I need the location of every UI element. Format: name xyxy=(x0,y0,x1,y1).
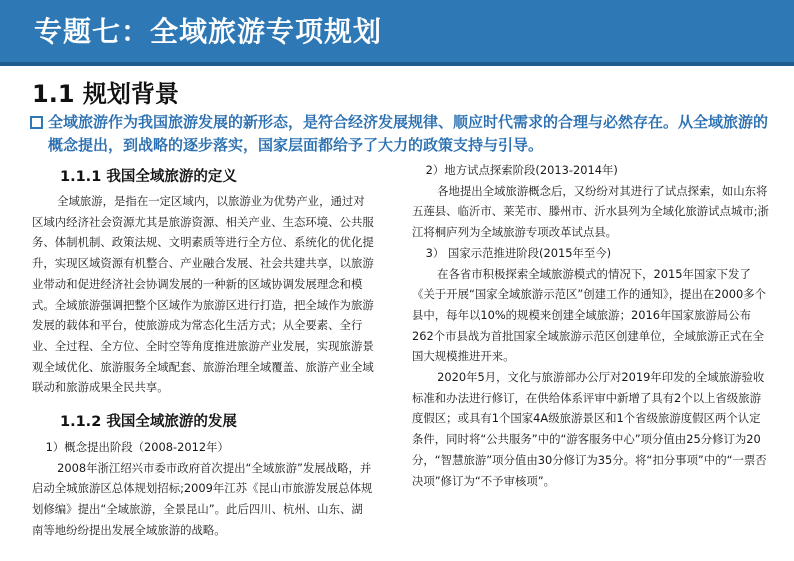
revision-paragraph: 2020年5月，文化与旅游部办公厅对2019年印发的全域旅游验收标准和办法进行修订，在供给体系评审中新增了具有2个以上省级旅游度假区；或具有1个国家4A级旅游景区和1个省级旅游度假区两个认定条件，同时将“公共服务”中的“游客服务中心”项分值由25分修订为20分，“智慧旅游”项分值由30分修订为35分。将“扣分事项”中的“一票否决项”修订为“不予审核项”。 xyxy=(412,370,767,488)
stage-2-paragraph: 各地提出全域旅游概念后，又纷纷对其进行了试点探索，如山东将五莲县、临沂市、莱芜市、滕州市、沂水县列为全域化旅游试点城市;浙江将桐庐列为全域旅游专项改革试点县。 xyxy=(412,183,769,240)
subsection-title-development: 1.1.2 我国全域旅游的发展 xyxy=(60,414,237,430)
stage-3-heading: 3） 国家示范推进阶段(2015年至今) xyxy=(425,245,612,260)
definition-column xyxy=(32,191,374,398)
lead-bullet xyxy=(30,111,770,157)
stage-1-heading: 1）概念提出阶段（2008-2012年） xyxy=(45,440,229,454)
lead-text: 全域旅游作为我国旅游发展的新形态，是符合经济发展规律、顺应时代需求的合理与必然存在。从全域旅游的概念提出，到战略的逐步落实，国家层面都给予了大力的政策支持与引导。 xyxy=(48,113,769,154)
development-column-left xyxy=(32,437,374,541)
stage-3-paragraph: 在各省市积极探索全域旅游模式的情况下，2015年国家下发了《关于开展“国家全域旅游示范区”创建工作的通知》，提出在2000多个县中，每年以10%的规模来创建全域旅游；2016年国家旅游局公布262个市县战为首批国家全域旅游示范区创建单位，全域旅游正式在全国大规模推进开来。 xyxy=(412,266,767,364)
header-bar xyxy=(0,0,794,62)
stage-1-paragraph: 2008年浙江绍兴市委市政府首次提出“全域旅游”发展战略，并启动全城旅游区总体规划招标;2009年江苏《昆山市旅游发展总体规划修编》提出“全域旅游，全景昆山”。此后四川、杭州、山东、湖南等地纷纷提出发展全域旅游的战略。 xyxy=(32,460,373,537)
subsection-title-definition: 1.1.1 我国全域旅游的定义 xyxy=(60,169,237,185)
definition-paragraph: 全域旅游，是指在一定区域内，以旅游业为优势产业，通过对区域内经济社会资源尤其是旅游资源、相关产业、生态环境、公共服务、体制机制、政策法规、文明素质等进行全方位、系统化的优化提升，实现区域资源有机整合、产业融合发展、社会共建共享，以旅游业带动和促进经济社会协调发展的一种新的区域协调发展理念和模式。全域旅游强调把整个区域作为旅游区进行打造，把全域作为旅游发展的载体和平台，使旅游成为常态化生活方式；从全要素、全行业、全过程、全方位、全时空等角度推进旅游产业发展，实现旅游景观全域优化、旅游服务全域配套、旅游治理全域覆盖、旅游产业全域联动和旅游成果全民共享。 xyxy=(32,194,374,395)
header-divider xyxy=(0,62,794,66)
page-title: 专题七：全域旅游专项规划 xyxy=(34,15,383,48)
development-column-right xyxy=(412,160,770,491)
checkbox-bullet-icon xyxy=(30,116,43,129)
section-title: 1.1 规划背景 xyxy=(32,80,179,108)
stage-2-heading: 2）地方试点探索阶段(2013-2014年) xyxy=(425,163,618,177)
